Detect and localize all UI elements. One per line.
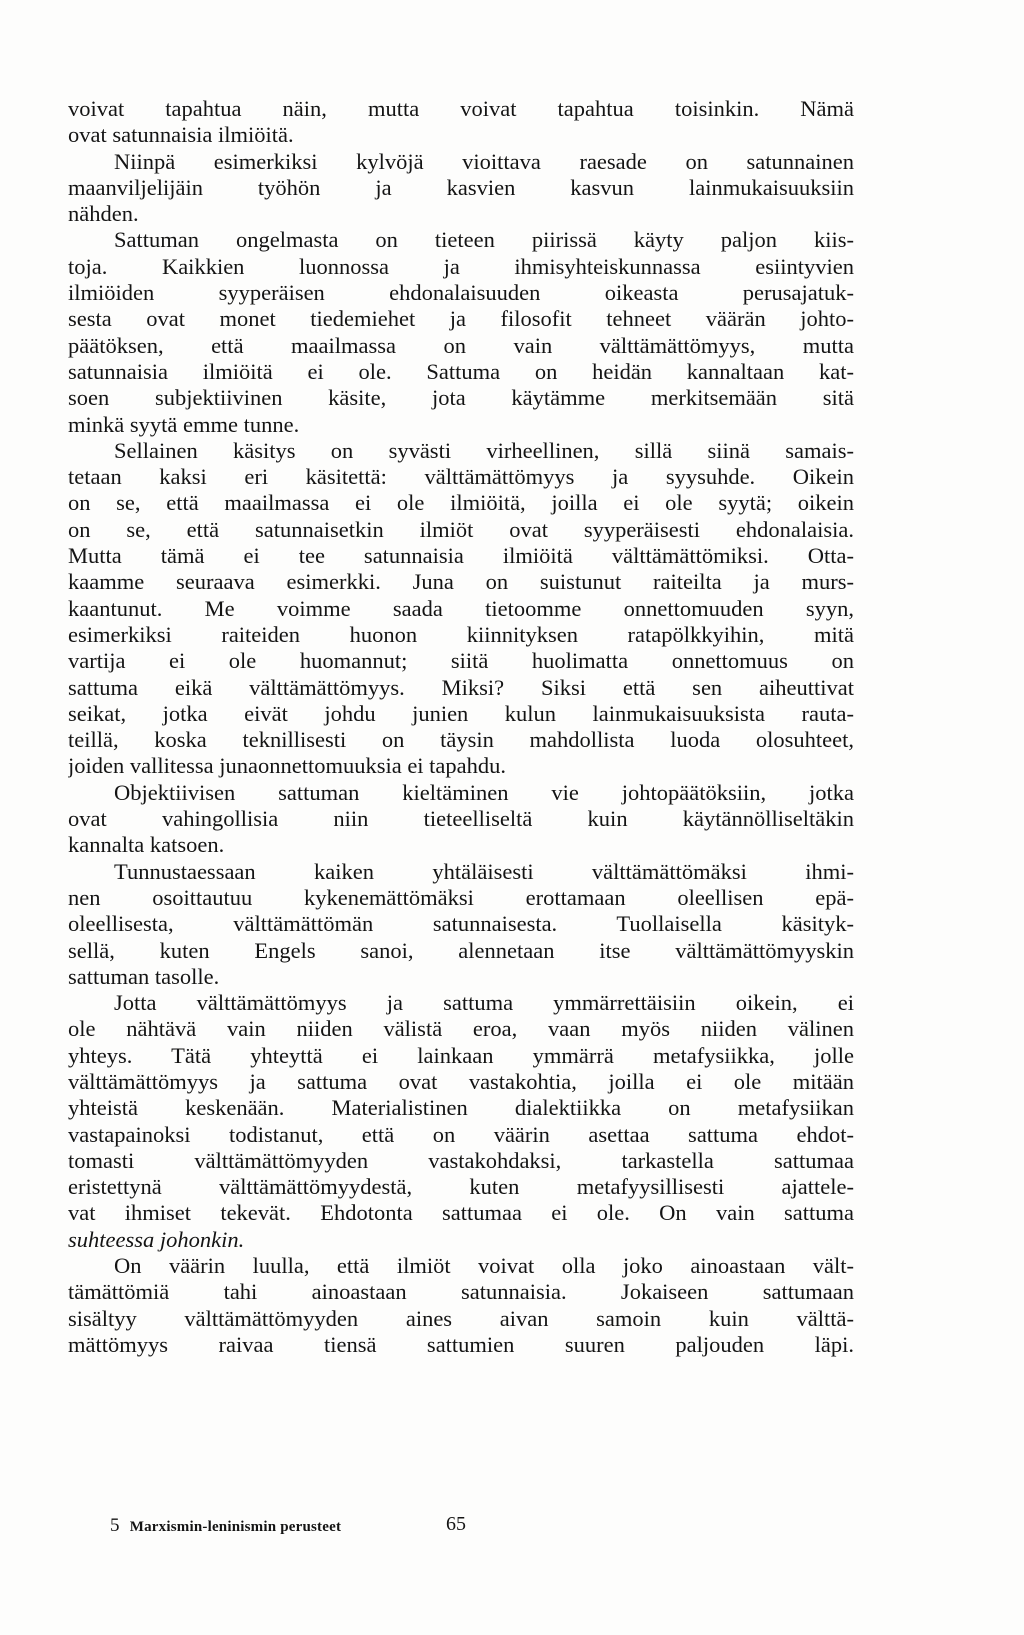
- text-line: sattuma eikä välttämättömyys. Miksi? Siksi että sen aiheuttivat: [68, 674, 854, 700]
- text-line: on se, että maailmassa ei ole ilmiöitä, joilla ei ole syytä; oikein: [68, 490, 854, 516]
- text-line: mättömyys raivaa tiensä sattumien suuren paljouden läpi.: [68, 1331, 854, 1357]
- text-line: Objektiivisen sattuman kieltäminen vie johtopäätöksiin, jotka: [114, 779, 854, 805]
- text-line: voivat tapahtua näin, mutta voivat tapahtua toisinkin. Nämä: [68, 96, 854, 121]
- text-line: satunnaisia ilmiöitä ei ole. Sattuma on heidän kannaltaan kat-: [68, 358, 854, 384]
- text-line: Tunnustaessaan kaiken yhtäläisesti välttämättömäksi ihmi-: [114, 858, 854, 884]
- text-line: sesta ovat monet tiedemiehet ja filosofit tehneet väärän johto-: [68, 306, 854, 332]
- text-line: sattuman tasolle.: [68, 963, 220, 989]
- text-line: minkä syytä emme tunne.: [68, 411, 300, 437]
- text-line: nen osoittautuu kykenemättömäksi erottamaan oleellisen epä-: [68, 884, 854, 910]
- text-line: välttämättömyys ja sattuma ovat vastakohtia, joilla ei ole mitään: [68, 1068, 854, 1094]
- text-line: kaamme seuraava esimerkki. Juna on suistunut raiteilta ja murs-: [68, 569, 854, 595]
- text-line: vartija ei ole huomannut; siitä huolimatta onnettomuus on: [68, 648, 854, 674]
- text-line: vastapainoksi todistanut, että on väärin asettaa sattuma ehdot-: [68, 1121, 854, 1147]
- text-line: yhteys. Tätä yhteyttä ei lainkaan ymmärrä metafysiikka, jolle: [68, 1042, 854, 1068]
- text-line: ole nähtävä vain niiden välistä eroa, vaan myös niiden välinen: [68, 1016, 854, 1042]
- text-line: joiden vallitessa junaonnettomuuksia ei tapahdu.: [68, 753, 507, 779]
- text-line: vat ihmiset tekevät. Ehdotonta sattumaa ei ole. On vain sattuma: [68, 1200, 854, 1226]
- body-text: [68, 96, 854, 1358]
- text-line: tomasti välttämättömyyden vastakohdaksi, tarkastella sattumaa: [68, 1147, 854, 1173]
- text-line: tetaan kaksi eri käsitettä: välttämättömyys ja syysuhde. Oikein: [68, 464, 854, 490]
- text-line: ovat satunnaisia ilmiöitä.: [68, 122, 294, 148]
- text-line: seikat, jotka eivät johdu junien kulun lainmukaisuuksista rauta-: [68, 700, 854, 726]
- text-line: Sattuman ongelmasta on tieteen piirissä käyty paljon kiis-: [114, 227, 854, 253]
- text-line: Jotta välttämättömyys ja sattuma ymmärrettäisiin oikein, ei: [114, 990, 854, 1016]
- text-line: päätöksen, että maailmassa on vain välttämättömyys, mutta: [68, 332, 854, 358]
- text-line: tämättömiä tahi ainoastaan satunnaisia. Jokaiseen sattumaan: [68, 1279, 854, 1305]
- text-line: yhteistä keskenään. Materialistinen dialektiikka on metafysiikan: [68, 1095, 854, 1121]
- footer-signature: [110, 1515, 341, 1537]
- text-line: ilmiöiden syyperäisen ehdonalaisuuden oikeasta perusajatuk-: [68, 280, 854, 306]
- signature-title: Marxismin-leninismin perusteet: [129, 1519, 342, 1535]
- text-line: nähden.: [68, 201, 139, 227]
- text-line: suhteessa johonkin.: [68, 1226, 245, 1252]
- text-line: Sellainen käsitys on syvästi virheellinen, sillä siinä samais-: [114, 437, 854, 463]
- text-line: Mutta tämä ei tee satunnaisia ilmiöitä välttämättömiksi. Otta-: [68, 543, 854, 569]
- text-line: ovat vahingollisia niin tieteelliseltä kuin käytännölliseltäkin: [68, 806, 854, 832]
- text-line: on se, että satunnaisetkin ilmiöt ovat syyperäisesti ehdonalaisia.: [68, 516, 854, 542]
- text-line: oleellisesta, välttämättömän satunnaisesta. Tuollaisella käsityk-: [68, 911, 854, 937]
- text-line: esimerkiksi raiteiden huonon kiinnityksen ratapölkkyihin, mitä: [68, 621, 854, 647]
- text-line: maanviljelijäin työhön ja kasvien kasvun lainmukaisuuksiin: [68, 174, 854, 200]
- text-line: soen subjektiivinen käsite, jota käytämme merkitsemään sitä: [68, 385, 854, 411]
- text-line: Niinpä esimerkiksi kylvöjä vioittava raesade on satunnainen: [114, 148, 854, 174]
- text-line: eristettynä välttämättömyydestä, kuten metafyysillisesti ajattele-: [68, 1174, 854, 1200]
- page-number: 65: [446, 1513, 466, 1535]
- text-line: On väärin luulla, että ilmiöt voivat olla joko ainoastaan vält-: [114, 1253, 854, 1279]
- text-line: kannalta katsoen.: [68, 832, 225, 858]
- text-line: sellä, kuten Engels sanoi, alennetaan itse välttämättömyyskin: [68, 937, 854, 963]
- text-line: toja. Kaikkien luonnossa ja ihmisyhteiskunnassa esiintyvien: [68, 253, 854, 279]
- text-line: sisältyy välttämättömyyden aines aivan samoin kuin välttä-: [68, 1305, 854, 1331]
- signature-number: 5: [110, 1515, 120, 1536]
- text-line: kaantunut. Me voimme saada tietoomme onnettomuuden syyn,: [68, 595, 854, 621]
- text-line: teillä, koska teknillisesti on täysin mahdollista luoda olosuhteet,: [68, 727, 854, 753]
